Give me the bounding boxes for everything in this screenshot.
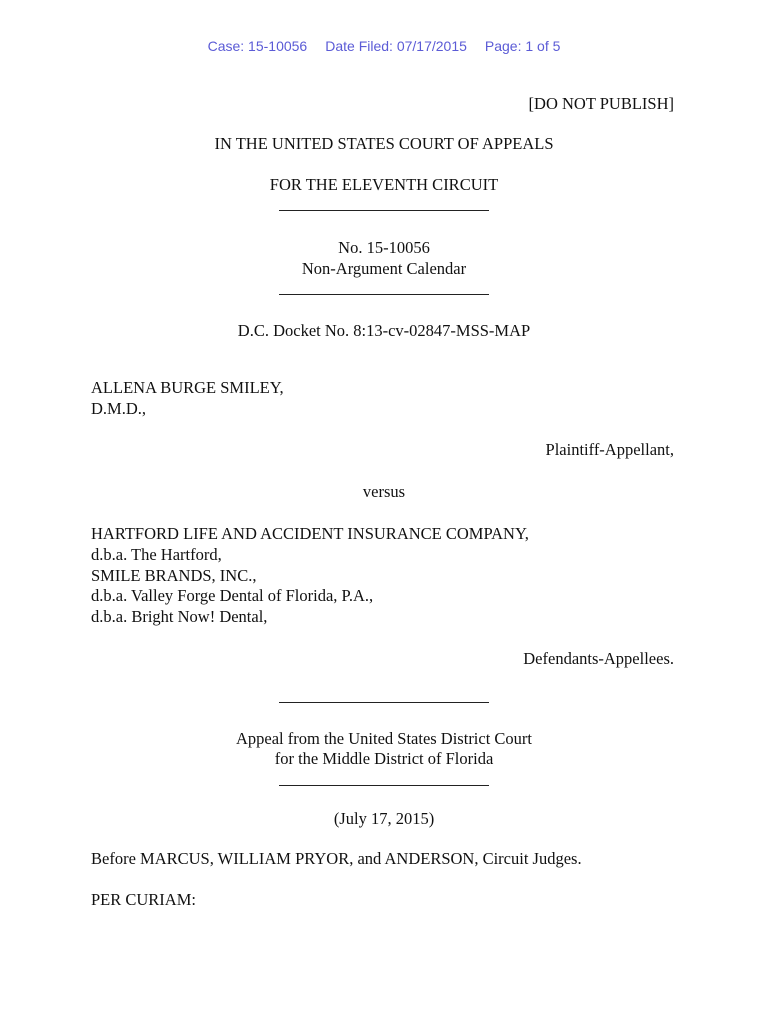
header-date-filed: Date Filed: 07/17/2015	[325, 38, 467, 54]
docket-number: D.C. Docket No. 8:13-cv-02847-MSS-MAP	[237, 321, 531, 340]
plaintiff-role: Plaintiff-Appellant,	[545, 440, 674, 459]
court-name: IN THE UNITED STATES COURT OF APPEALS	[214, 134, 554, 153]
appeal-court: Appeal from the United States District Court	[235, 729, 533, 748]
defendant-line: SMILE BRANDS, INC.,	[91, 566, 257, 585]
judges-line: Before MARCUS, WILLIAM PRYOR, and ANDERSON, Circuit Judges.	[91, 849, 582, 868]
decision-date: (July 17, 2015)	[333, 809, 435, 828]
case-number: No. 15-10056	[338, 238, 430, 257]
versus-label: versus	[362, 482, 406, 501]
header-case: Case: 15-10056	[207, 38, 308, 54]
circuit-name: FOR THE ELEVENTH CIRCUIT	[269, 175, 499, 194]
divider	[279, 785, 489, 786]
divider	[279, 210, 489, 211]
defendant-line: HARTFORD LIFE AND ACCIDENT INSURANCE COMPANY,	[91, 524, 529, 543]
per-curiam-heading: PER CURIAM:	[91, 890, 196, 909]
defendants-role: Defendants-Appellees.	[523, 649, 674, 668]
page-header	[0, 38, 768, 54]
plaintiff-title: D.M.D.,	[91, 399, 147, 418]
defendant-line: d.b.a. Bright Now! Dental,	[91, 607, 268, 626]
publish-status: [DO NOT PUBLISH]	[528, 94, 674, 113]
divider	[279, 294, 489, 295]
defendant-line: d.b.a. The Hartford,	[91, 545, 222, 564]
calendar-type: Non-Argument Calendar	[301, 259, 467, 278]
divider	[279, 702, 489, 703]
defendant-line: d.b.a. Valley Forge Dental of Florida, P.A.,	[91, 586, 374, 605]
header-page: Page: 1 of 5	[484, 38, 561, 54]
plaintiff-name: ALLENA BURGE SMILEY,	[91, 378, 284, 397]
appeal-district: for the Middle District of Florida	[274, 749, 494, 768]
